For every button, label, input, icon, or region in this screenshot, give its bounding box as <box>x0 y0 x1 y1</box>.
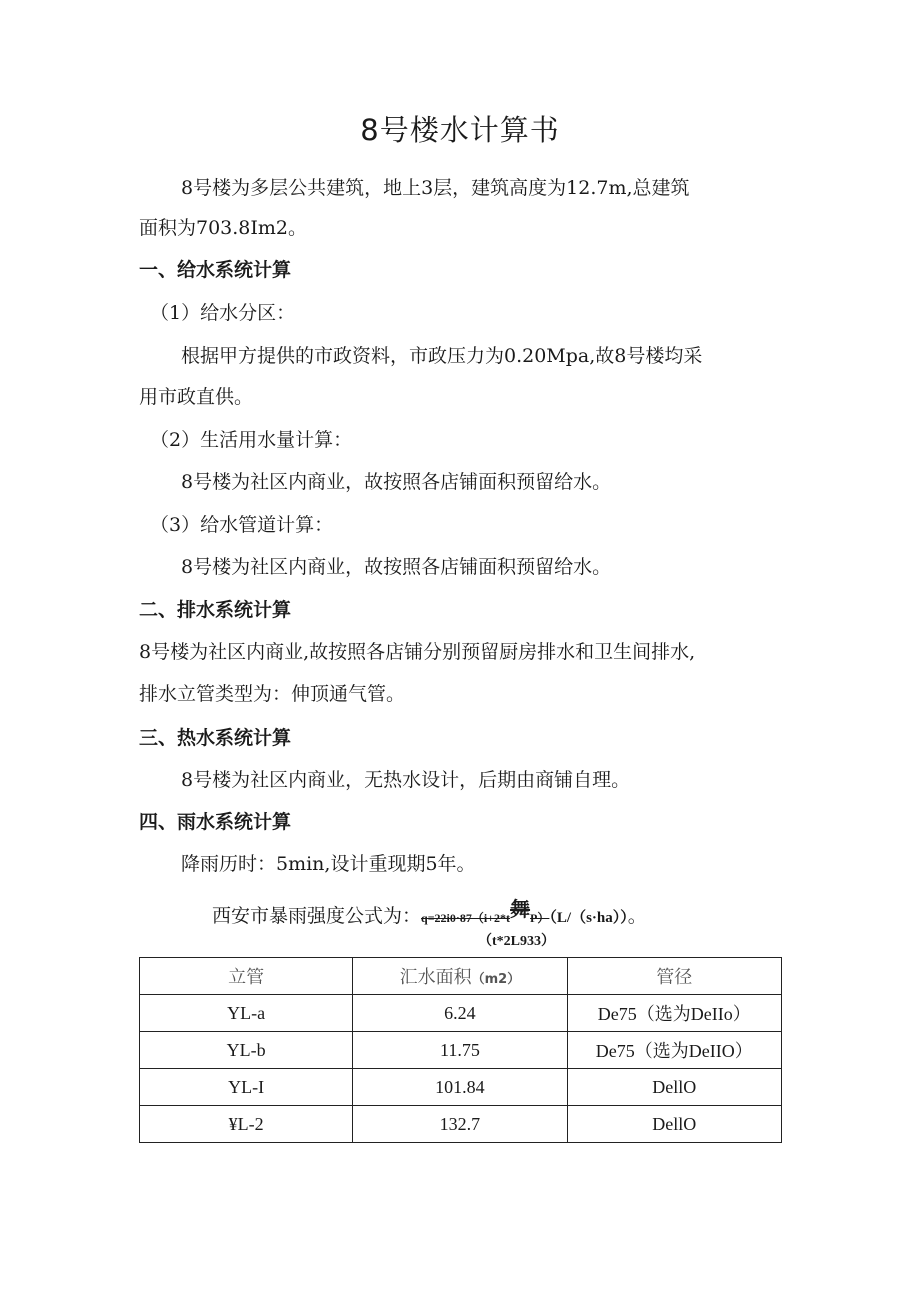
paragraph-hot-water: 8号楼为社区内商业，无热水设计，后期由商铺自理。 <box>181 769 631 791</box>
paragraph-drainage-2: 排水立管类型为：伸顶通气管。 <box>139 683 406 705</box>
header-catchment-label: 汇水面积 <box>399 967 472 987</box>
cell-area: 6.24 <box>353 995 567 1032</box>
subheading-supply-pipes: （3）给水管道计算： <box>150 514 334 536</box>
cell-diameter: De75（选为DeIIO） <box>567 1032 781 1069</box>
page-title: 8号楼水计算书 <box>360 113 560 147</box>
subheading-domestic-water: （2）生活用水量计算： <box>150 429 353 451</box>
cell-riser: YL-a <box>140 995 353 1032</box>
cell-diameter: DellO <box>567 1106 781 1143</box>
cell-diameter: De75（选为DeIIo） <box>567 995 781 1032</box>
table-row <box>140 1106 782 1143</box>
table-row <box>140 1069 782 1106</box>
formula-p: P） <box>530 911 550 925</box>
paragraph-supply-pipes: 8号楼为社区内商业，故按照各店铺面积预留给水。 <box>181 556 612 578</box>
cell-riser: YL-I <box>140 1069 353 1106</box>
paragraph-supply-zoning-1: 根据甲方提供的市政资料，市政压力为0.20Mpa,故8号楼均采 <box>181 345 703 367</box>
section-heading-hot-water: 三、热水系统计算 <box>139 727 292 749</box>
cell-diameter: DellO <box>567 1069 781 1106</box>
header-riser: 立管 <box>140 958 353 995</box>
cell-area: 101.84 <box>353 1069 567 1106</box>
formula-expression: q=22i0·87（i+2*t <box>421 911 511 925</box>
section-heading-rainwater: 四、雨水系统计算 <box>139 811 292 833</box>
rain-intensity-formula <box>212 897 647 930</box>
formula-end: 。 <box>627 905 647 927</box>
paragraph-rainfall: 降雨历时：5min,设计重现期5年。 <box>181 853 476 875</box>
paragraph-drainage-1: 8号楼为社区内商业,故按照各店铺分别预留厨房排水和卫生间排水, <box>139 641 696 663</box>
table-header-row <box>140 958 782 995</box>
formula-glyph: 舞 <box>510 897 531 921</box>
table-row <box>140 995 782 1032</box>
intro-line-2: 面积为703.8Im2。 <box>139 217 308 239</box>
header-pipe-diameter: 管径 <box>567 958 781 995</box>
section-heading-drainage: 二、排水系统计算 <box>139 599 292 621</box>
subheading-supply-zoning: （1）给水分区： <box>150 302 296 324</box>
cell-riser: ¥L-2 <box>140 1106 353 1143</box>
pipe-table <box>139 957 782 1143</box>
formula-unit: （L/（s·ha）） <box>549 910 628 926</box>
formula-label: 西安市暴雨强度公式为： <box>212 905 422 927</box>
paragraph-supply-zoning-2: 用市政直供。 <box>139 386 254 408</box>
header-catchment-unit: （m2） <box>471 972 521 987</box>
formula-denominator: （t*2L933） <box>478 934 555 949</box>
cell-area: 11.75 <box>353 1032 567 1069</box>
section-heading-water-supply: 一、给水系统计算 <box>139 259 292 281</box>
cell-riser: YL-b <box>140 1032 353 1069</box>
header-catchment-area <box>353 958 567 995</box>
table-row <box>140 1032 782 1069</box>
paragraph-domestic-water: 8号楼为社区内商业，故按照各店铺面积预留给水。 <box>181 471 612 493</box>
cell-area: 132.7 <box>353 1106 567 1143</box>
intro-line-1: 8号楼为多层公共建筑，地上3层，建筑高度为12.7m,总建筑 <box>181 177 690 199</box>
